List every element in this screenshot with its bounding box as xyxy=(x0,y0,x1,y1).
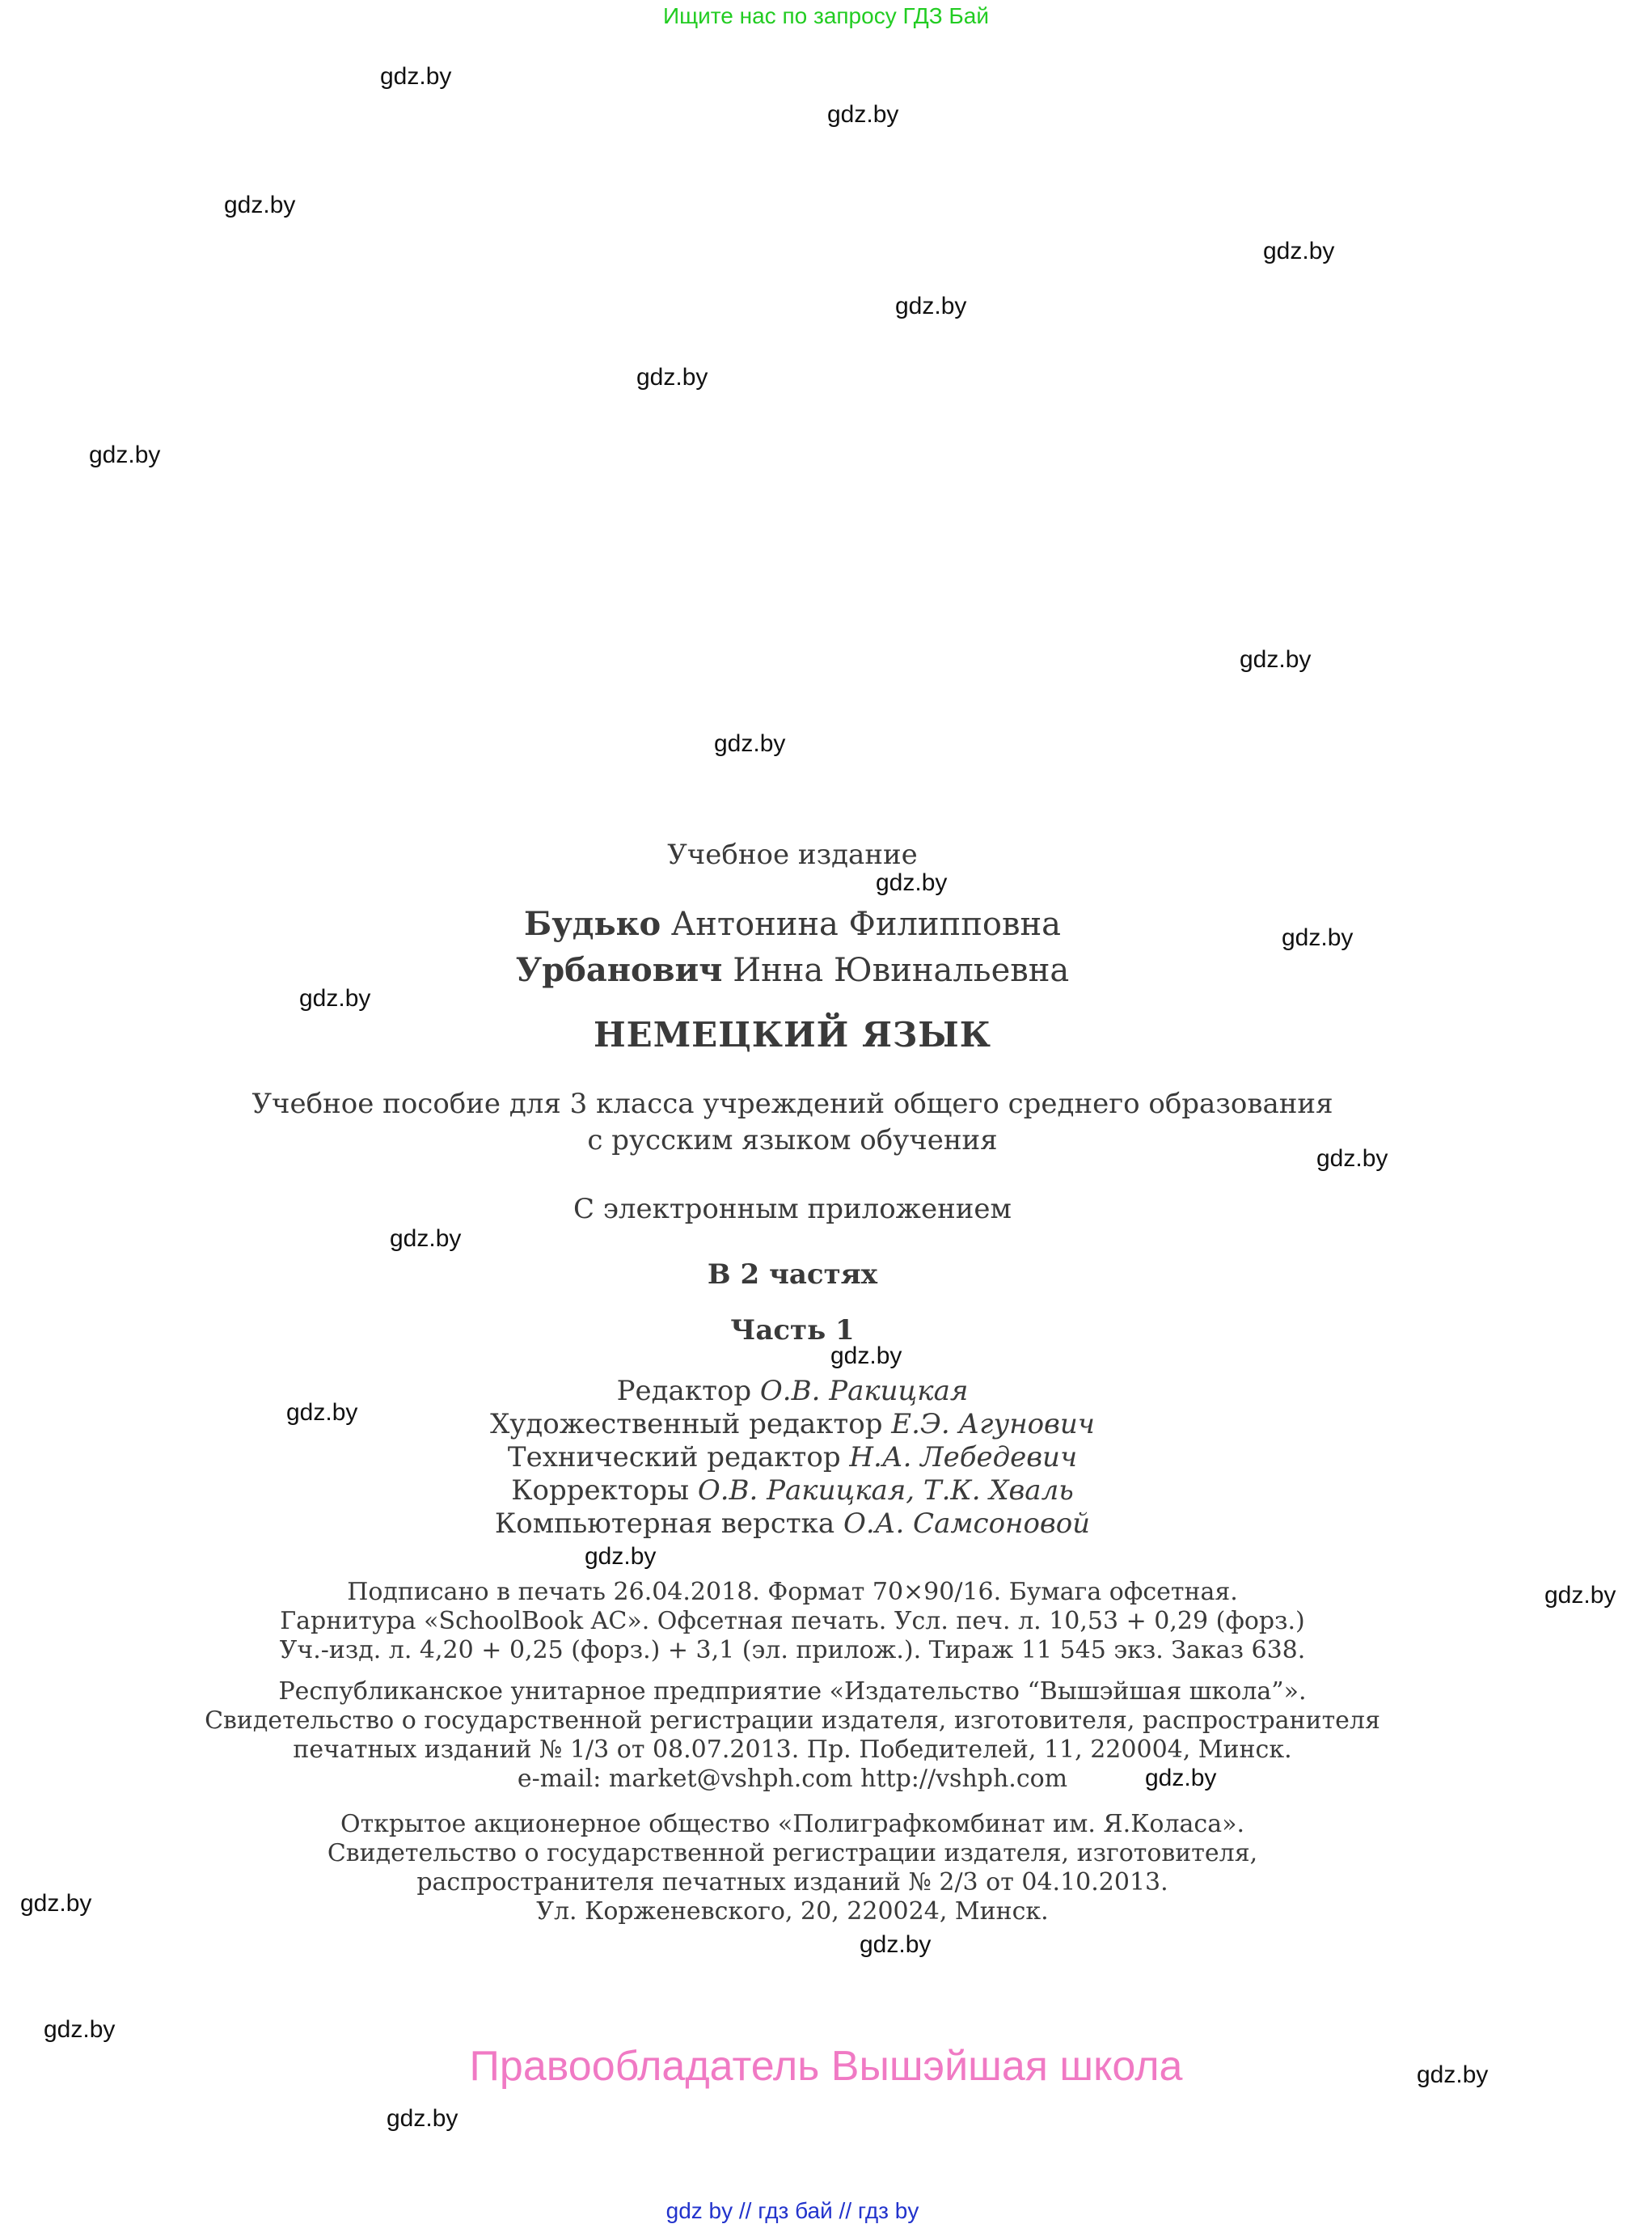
author-surname: Будько xyxy=(524,905,661,943)
print-info-line: Уч.-изд. л. 4,20 + 0,25 (форз.) + 3,1 (эл. прилож.). Тираж 11 545 экз. Заказ 638. xyxy=(279,1636,1306,1664)
publisher-line: Свидетельство о государственной регистрации издателя, изготовителя, распространителя xyxy=(205,1706,1380,1735)
top-banner[interactable]: Ищите нас по запросу ГДЗ Бай xyxy=(662,3,990,28)
staff-name: О.В. Ракицкая, Т.К. Хваль xyxy=(697,1474,1074,1507)
printer-line: Свидетельство о государственной регистрации издателя, изготовителя, xyxy=(327,1839,1258,1867)
watermark: gdz.by xyxy=(1316,1145,1388,1172)
publisher-line: печатных изданий № 1/3 от 08.07.2013. Пр. Победителей, 11, 220004, Минск. xyxy=(293,1736,1292,1764)
footer-links[interactable]: gdz by // гдз бай // гдз by xyxy=(665,2198,919,2223)
watermark: gdz.by xyxy=(1417,2061,1489,2088)
watermark: gdz.by xyxy=(876,869,948,896)
watermark: gdz.by xyxy=(714,730,786,757)
watermark: gdz.by xyxy=(827,101,899,128)
subtitle-line: Учебное пособие для 3 класса учреждений общего среднего образования xyxy=(251,1088,1333,1120)
watermark: gdz.by xyxy=(89,442,161,468)
watermark: gdz.by xyxy=(1145,1765,1217,1791)
book-title: НЕМЕЦКИЙ ЯЗЫК xyxy=(594,1015,991,1055)
watermark: gdz.by xyxy=(1544,1582,1616,1609)
author-surname: Урбанович xyxy=(515,951,723,989)
staff-role: Редактор xyxy=(616,1375,752,1407)
staff-line xyxy=(0,1474,1585,1507)
print-info-line: Гарнитура «SchoolBook AC». Офсетная печать. Усл. печ. л. 10,53 + 0,29 (форз.) xyxy=(280,1607,1305,1635)
author-2 xyxy=(0,948,1585,993)
rights-holder: Правообладатель Вышэйшая школа xyxy=(469,2043,1183,2090)
staff-name: О.А. Самсоновой xyxy=(843,1507,1091,1540)
staff-name: Е.Э. Агунович xyxy=(891,1408,1095,1440)
watermark: gdz.by xyxy=(387,2105,458,2132)
staff-name: О.В. Ракицкая xyxy=(759,1375,969,1407)
subtitle-line: с русским языком обучения xyxy=(587,1124,998,1156)
print-info-line: Подписано в печать 26.04.2018. Формат 70×90/16. Бумага офсетная. xyxy=(347,1578,1238,1606)
staff-role: Корректоры xyxy=(511,1474,690,1507)
watermark: gdz.by xyxy=(390,1225,462,1252)
publisher-line: Республиканское унитарное предприятие «Издательство “Вышэйшая школа”». xyxy=(278,1677,1307,1706)
staff-role: Технический редактор xyxy=(507,1441,841,1474)
watermark: gdz.by xyxy=(299,985,371,1012)
watermark: gdz.by xyxy=(1263,238,1335,264)
watermark: gdz.by xyxy=(860,1931,932,1958)
printer-line: распространителя печатных изданий № 2/3 от 04.10.2013. xyxy=(416,1868,1168,1896)
printer-line: Ул. Корженевского, 20, 220024, Минск. xyxy=(536,1897,1049,1926)
author-1 xyxy=(0,902,1585,947)
watermark: gdz.by xyxy=(895,293,967,319)
staff-line xyxy=(0,1375,1585,1408)
staff-role: Художественный редактор xyxy=(490,1408,883,1440)
author-given-name: Антонина Филипповна xyxy=(670,906,1061,943)
watermark: gdz.by xyxy=(585,1543,657,1570)
watermark: gdz.by xyxy=(224,192,296,218)
watermark: gdz.by xyxy=(1282,924,1354,951)
watermark: gdz.by xyxy=(20,1890,92,1917)
part-number: Часть 1 xyxy=(730,1314,855,1347)
watermark: gdz.by xyxy=(830,1342,902,1369)
printer-line: Открытое акционерное общество «Полиграфкомбинат им. Я.Коласа». xyxy=(340,1810,1244,1838)
publisher-contacts[interactable]: e-mail: market@vshph.com http://vshph.com xyxy=(517,1765,1068,1793)
watermark: gdz.by xyxy=(286,1399,358,1426)
staff-line xyxy=(0,1408,1585,1441)
watermark: gdz.by xyxy=(636,364,708,391)
watermark: gdz.by xyxy=(44,2016,116,2043)
watermark: gdz.by xyxy=(380,63,452,90)
author-given-name: Инна Ювинальевна xyxy=(733,952,1070,989)
staff-line xyxy=(0,1507,1585,1541)
staff-line xyxy=(0,1441,1585,1474)
staff-role: Компьютерная верстка xyxy=(494,1507,835,1540)
edition-type: Учебное издание xyxy=(667,839,918,871)
supplement-note: С электронным приложением xyxy=(573,1193,1012,1225)
parts-count: В 2 частях xyxy=(707,1258,878,1291)
staff-name: Н.А. Лебедевич xyxy=(849,1441,1078,1474)
watermark: gdz.by xyxy=(1240,646,1312,673)
